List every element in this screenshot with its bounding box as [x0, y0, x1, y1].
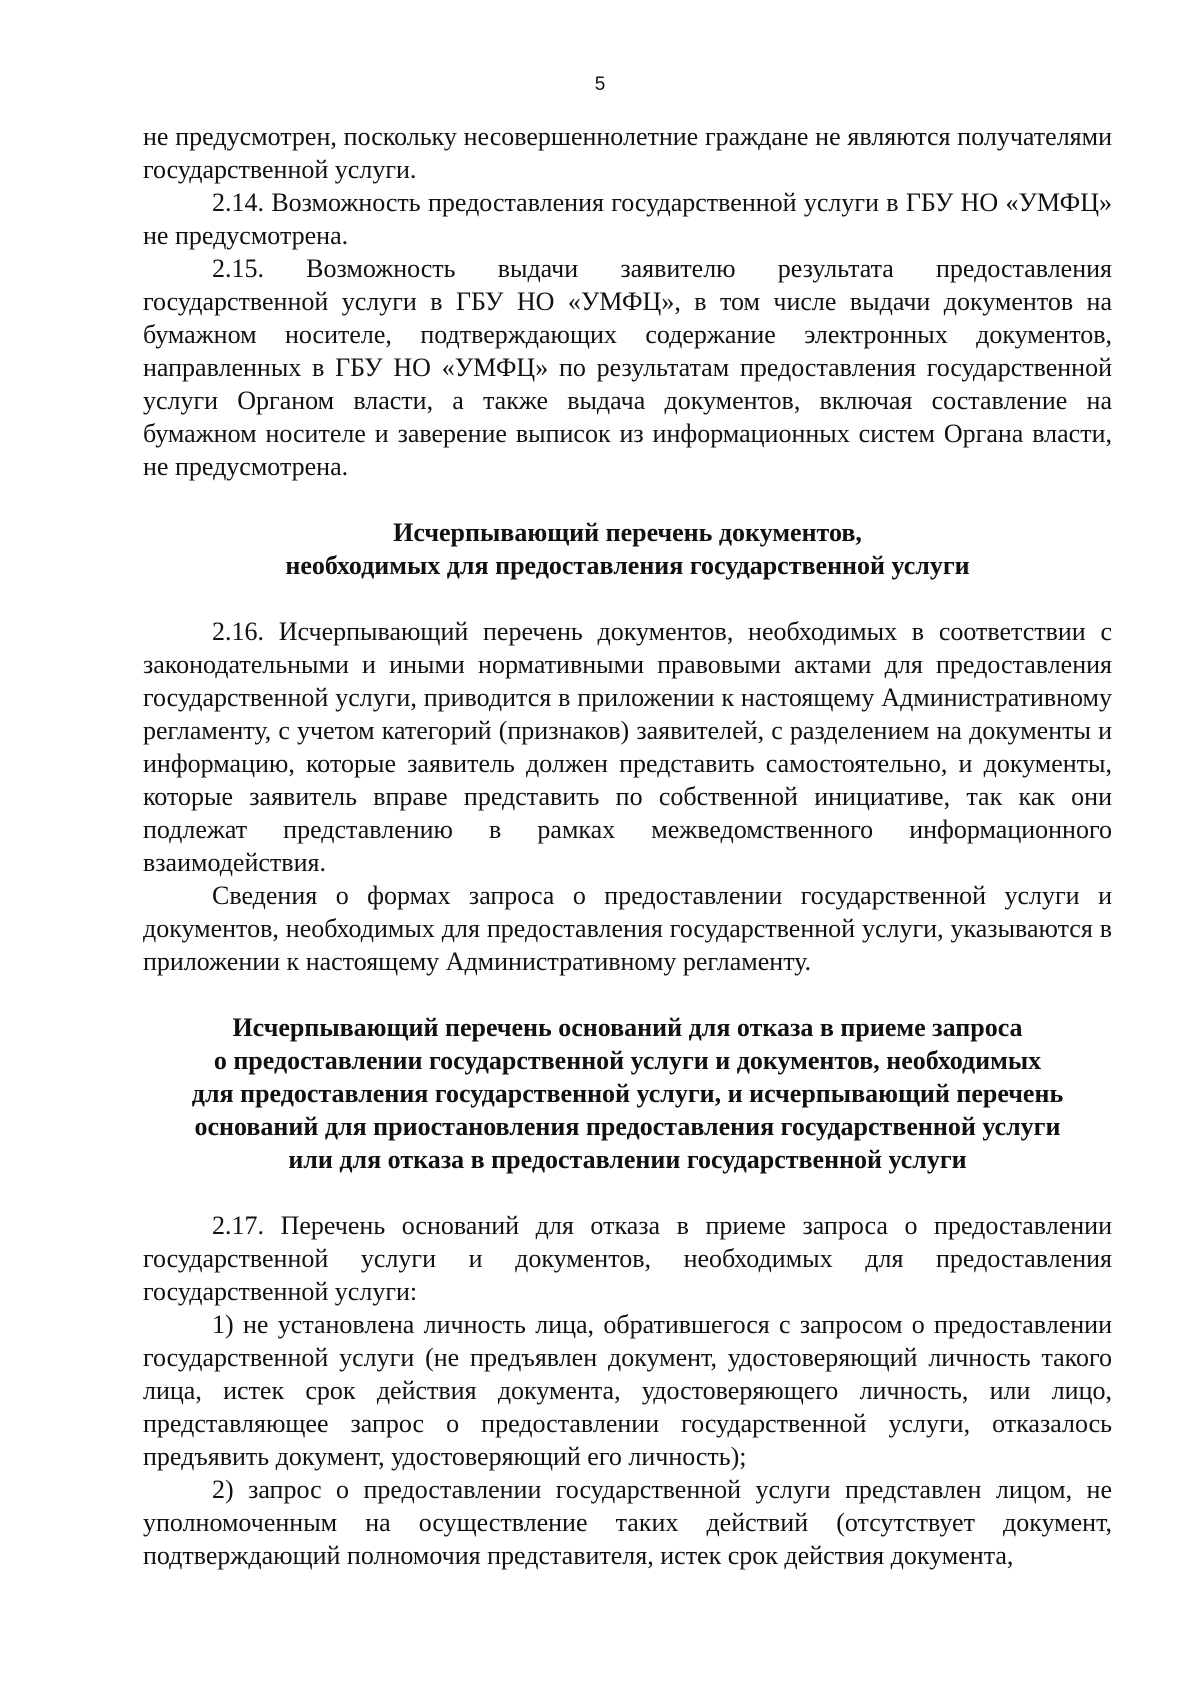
section-heading-refusal-grounds [143, 1011, 1112, 1176]
heading-line: Исчерпывающий перечень оснований для отказа в приеме запроса [232, 1013, 1023, 1042]
heading-line: необходимых для предоставления государственной услуги [285, 551, 970, 580]
heading-line: для предоставления государственной услуги, и исчерпывающий перечень [191, 1079, 1064, 1108]
paragraph-forms-info: Сведения о формах запроса о предоставлении государственной услуги и документов, необходимых для предоставления государственной услуги, указываются в приложении к настоящему Административному регламенту. [143, 881, 1112, 976]
spacer [143, 582, 1112, 615]
section-heading-documents [143, 516, 1112, 582]
page-number: 5 [594, 74, 606, 95]
paragraph-continuation: не предусмотрен, поскольку несовершеннолетние граждане не являются получателями государственной услуги. [143, 122, 1112, 184]
heading-line: оснований для приостановления предоставления государственной услуги [194, 1112, 1061, 1141]
heading-line: о предоставлении государственной услуги и документов, необходимых [213, 1046, 1042, 1075]
document-body [143, 120, 1112, 1572]
paragraph-2-14: 2.14. Возможность предоставления государственной услуги в ГБУ НО «УМФЦ» не предусмотрена. [143, 188, 1112, 250]
spacer [143, 1176, 1112, 1209]
heading-line: или для отказа в предоставлении государственной услуги [288, 1145, 967, 1174]
heading-line: Исчерпывающий перечень документов, [393, 518, 862, 547]
paragraph-2-15: 2.15. Возможность выдачи заявителю результата предоставления государственной услуги в ГБУ НО «УМФЦ», в том числе выдачи документов на бумажном носителе, подтверждающих содержание электронных документов, направленных в ГБУ НО «УМФЦ» по результатам предоставления государственной услуги Органом власти, а также выдача документов, включая составление на бумажном носителе и заверение выписок из информационных систем Органа власти, не предусмотрена. [143, 254, 1112, 481]
list-item-2: 2) запрос о предоставлении государственной услуги представлен лицом, не уполномоченным на осуществление таких действий (отсутствует документ, подтверждающий полномочия представителя, истек срок действия документа, [143, 1475, 1112, 1570]
spacer [143, 483, 1112, 516]
paragraph-2-17: 2.17. Перечень оснований для отказа в приеме запроса о предоставлении государственной услуги и документов, необходимых для предоставления государственной услуги: [143, 1211, 1112, 1306]
spacer [143, 978, 1112, 1011]
list-item-1: 1) не установлена личность лица, обратившегося с запросом о предоставлении государственной услуги (не предъявлен документ, удостоверяющий личность такого лица, истек срок действия документа, удостоверяющего личность, или лицо, представляющее запрос о предоставлении государственной услуги, отказалось предъявить документ, удостоверяющий его личность); [143, 1310, 1112, 1471]
paragraph-2-16: 2.16. Исчерпывающий перечень документов, необходимых в соответствии с законодательными и иными нормативными правовыми актами для предоставления государственной услуги, приводится в приложении к настоящему Административному регламенту, с учетом категорий (признаков) заявителей, с разделением на документы и информацию, которые заявитель должен представить самостоятельно, и документы, которые заявитель вправе представить по собственной инициативе, так как они подлежат представлению в рамках межведомственного информационного взаимодействия. [143, 617, 1112, 877]
